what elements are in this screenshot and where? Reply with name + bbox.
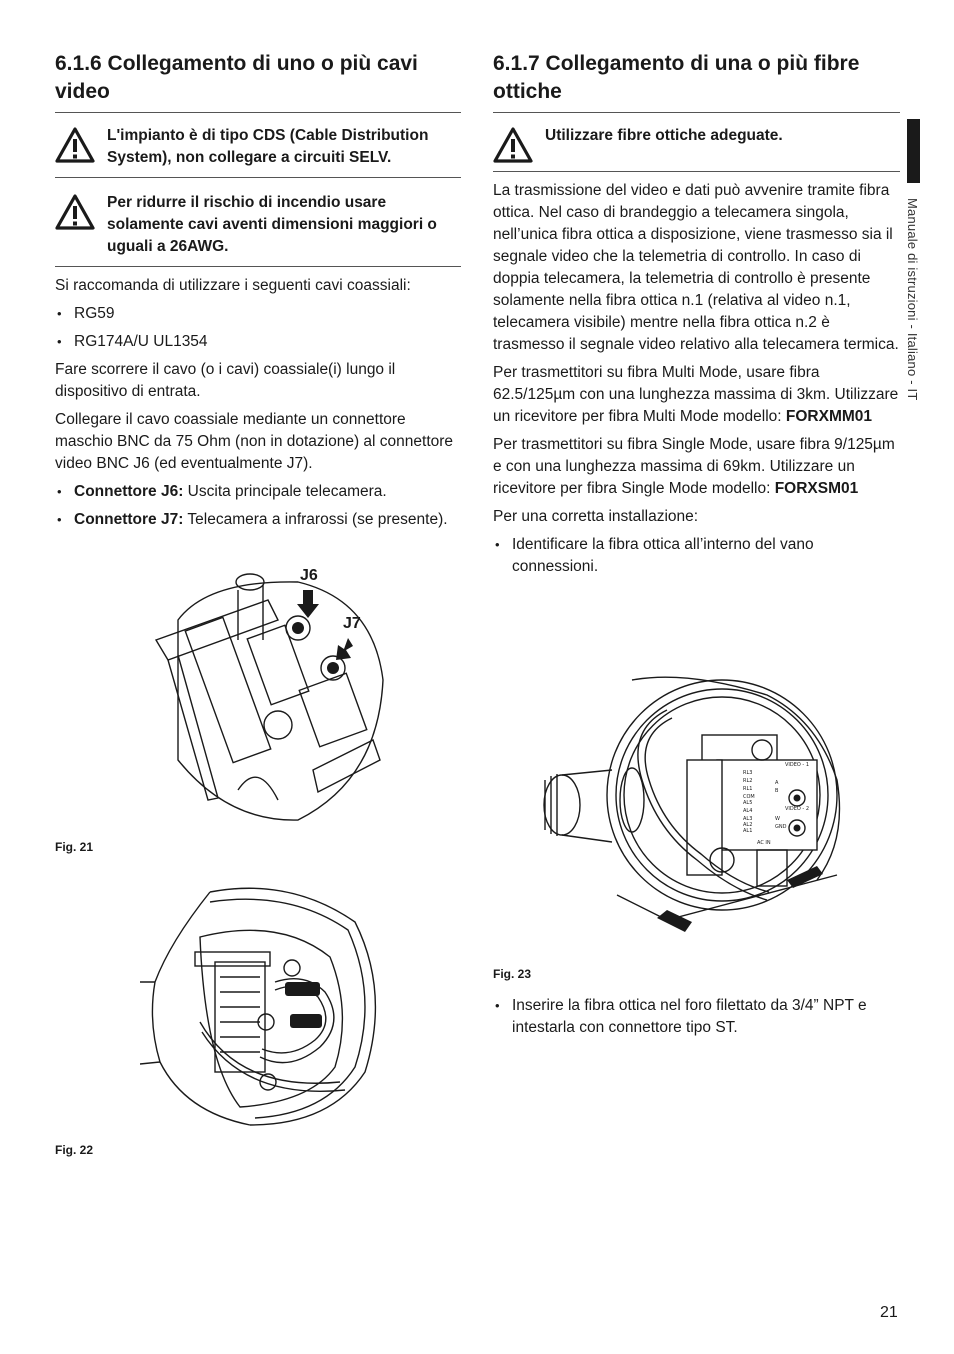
list-item: • RG59 [55,303,461,325]
left-column [55,50,461,537]
list-item [55,509,461,531]
board-label: W [775,816,780,822]
warning-box-awg [55,186,461,267]
connector-label: Connettore J6: [74,483,184,500]
model-name: FORXSM01 [774,480,859,497]
chapter-tab-marker [907,119,920,183]
board-label: AL2 [743,822,753,828]
connector-text: Uscita principale telecamera. [183,483,387,500]
paragraph-text: Per trasmettitori su fibra Single Mode, usare fibra 9/125µm e con una lunghezza massima di 69km. Utilizzare un ricevitore per fibra Single Mode modello: [493,436,895,497]
warning-text: Per ridurre il rischio di incendio usare solamente cavi aventi dimensioni maggiori o uguali a 26AWG. [107,194,437,255]
board-label: VIDEO - 1 [785,762,810,768]
board-label: B [775,788,779,794]
section-title-6-1-6: 6.1.6 Collegamento di uno o più cavi video [55,50,461,113]
paragraph-text: Per trasmettitori su fibra Multi Mode, usare fibra 62.5/125µm con una lunghezza massima di 3km. Utilizzare un ricevitore per fibra Multi Mode modello: [493,364,899,425]
board-label: RL3 [743,770,753,776]
list-item: • Inserire la fibra ottica nel foro filettato da 3/4” NPT e intestarla con connettore tipo ST. [493,995,900,1039]
warning-triangle-icon [493,127,533,163]
section-title-6-1-7: 6.1.7 Collegamento di una o più fibre ottiche [493,50,900,113]
model-name: FORXMM01 [785,408,873,425]
board-label: AL4 [743,808,753,814]
figure-22-housing-illustration [140,882,385,1127]
right-column-continued [493,995,900,1045]
warning-text: Utilizzare fibre ottiche adeguate. [545,127,783,144]
paragraph [493,362,900,428]
board-label: AL1 [743,828,753,834]
paragraph: Collegare il cavo coassiale mediante un connettore maschio BNC da 75 Ohm (non in dotazione) al connettore video BNC J6 (ed eventualmente J7). [55,411,454,472]
board-label: RL1 [743,786,753,792]
warning-box-fiber [493,119,900,172]
warning-triangle-icon [55,127,95,163]
board-label: COM [743,794,755,800]
list-item: • Identificare la fibra ottica all’interno del vano connessioni. [493,534,900,578]
right-column [493,50,900,584]
page-number: 21 [880,1304,898,1321]
figure-23-fiber-illustration [517,670,857,945]
cable-list [55,303,461,353]
connector-text: Telecamera a infrarossi (se presente). [183,511,448,528]
figure-21-board-illustration [148,560,388,825]
board-label: A [775,780,779,786]
paragraph: Fare scorrere il cavo (o i cavi) coassiale(i) lungo il dispositivo di entrata. [55,361,396,400]
figure-21-caption: Fig. 21 [55,840,94,854]
board-label: GND [775,824,787,830]
board-label: AL5 [743,800,753,806]
board-label: AL3 [743,816,753,822]
installation-list-continued [493,995,900,1039]
board-label: AC IN [757,840,771,846]
callout-j6: J6 [300,567,318,584]
figure-22-caption: Fig. 22 [55,1143,94,1157]
installation-list [493,534,900,578]
list-item: • RG174A/U UL1354 [55,331,461,353]
paragraph [493,434,900,500]
connector-list [55,481,461,531]
warning-triangle-icon [55,194,95,230]
board-label: VIDEO - 2 [785,806,810,812]
paragraph: Per una corretta installazione: [493,508,699,525]
warning-text: L'impianto è di tipo CDS (Cable Distribution System), non collegare a circuiti SELV. [107,127,429,166]
warning-box-cds [55,119,461,178]
callout-j7: J7 [343,615,361,632]
paragraph: La trasmissione del video e dati può avvenire tramite fibra ottica. Nel caso di brandeggio a telecamera singola, nell’unica fibra ottica a disposizione, viene trasmesso sia il segnale video che la telemetria di controllo. In caso di doppia telecamera, la telemetria di controllo è presente solamente nella fibra ottica n.1 (relativa al video n.1, telecamera visibile) mentre nella fibra ottica n.2 è trasmesso il segnale video relativo alla telecamera termica. [493,182,899,353]
cables-intro: Si raccomanda di utilizzare i seguenti cavi coassiali: [55,277,411,294]
board-label: RL2 [743,778,753,784]
list-item [55,481,461,503]
figure-23-caption: Fig. 23 [493,967,532,981]
connector-label: Connettore J7: [74,511,184,528]
sidebar-manual-label: Manuale di istruzioni - Italiano - IT [905,198,920,401]
